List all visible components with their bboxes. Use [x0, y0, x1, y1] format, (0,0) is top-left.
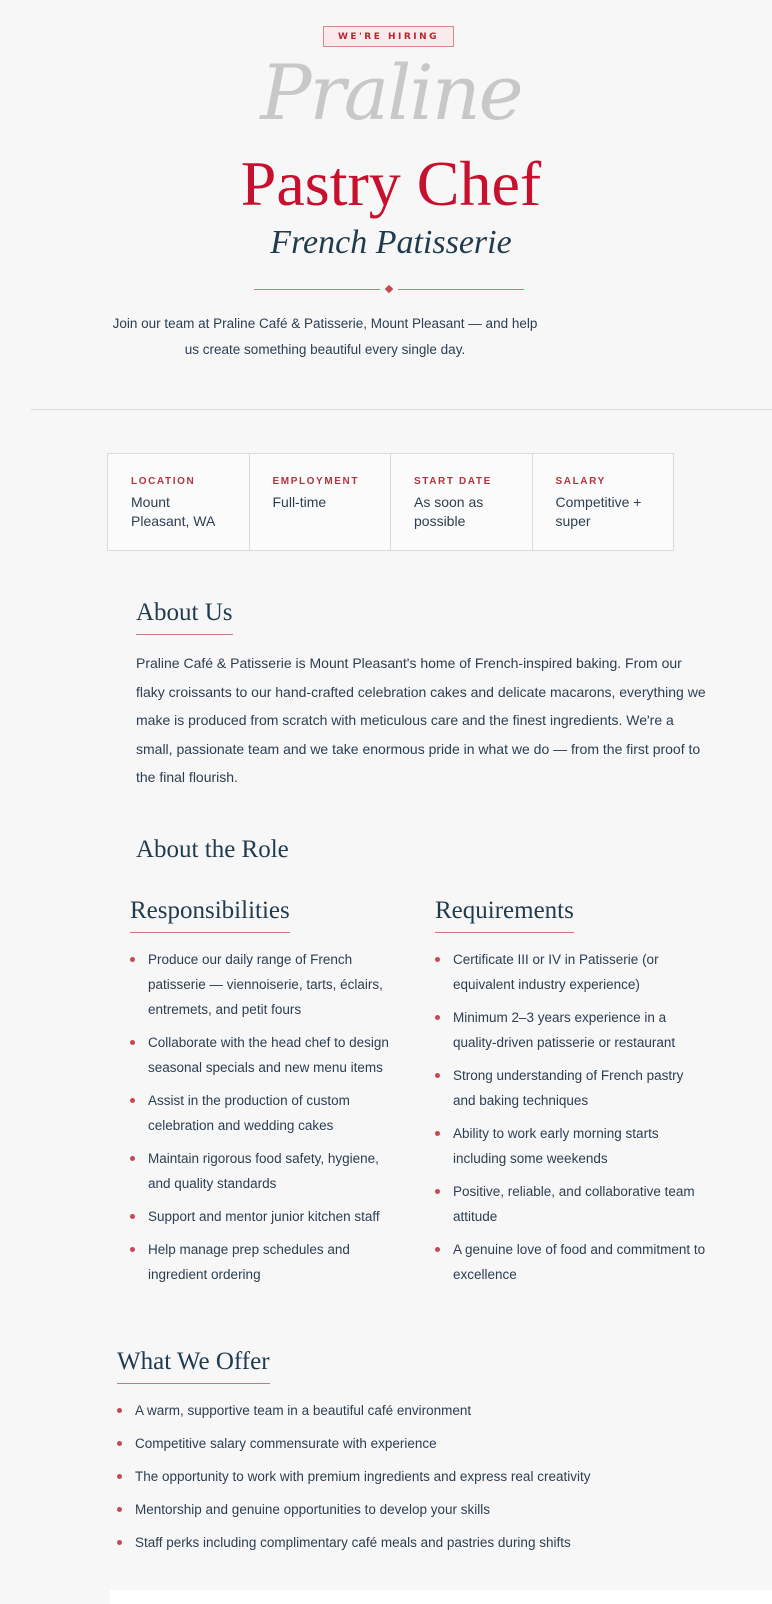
list-item: Staff perks including complimentary café meals and pastries during shifts [117, 1530, 737, 1555]
list-item: Support and mentor junior kitchen staff [130, 1204, 400, 1229]
ornament-diamond-icon [385, 285, 393, 293]
list-item: Strong understanding of French pastry and baking techniques [435, 1063, 707, 1113]
hiring-badge: WE'RE HIRING [323, 26, 454, 47]
responsibilities-list [130, 947, 400, 1287]
fact-label: LOCATION [131, 476, 196, 487]
fact-value: Mount Pleasant, WA [131, 494, 216, 529]
requirements-column [435, 898, 707, 1295]
list-item: A warm, supportive team in a beautiful café environment [117, 1398, 737, 1423]
fact-value: Full-time [272, 494, 327, 510]
requirements-list [435, 947, 707, 1287]
list-item: Produce our daily range of French patisserie — viennoiserie, tarts, éclairs, entremets, and petit fours [130, 947, 400, 1022]
page-subtitle: French Patisserie [270, 224, 512, 261]
fact-start-date [390, 454, 532, 550]
list-item: Minimum 2–3 years experience in a quality-driven patisserie or restaurant [435, 1005, 707, 1055]
responsibilities-heading: Responsibilities [130, 898, 290, 933]
brand-logo: Praline [260, 48, 522, 137]
list-item: Help manage prep schedules and ingredient ordering [130, 1237, 400, 1287]
list-item: Competitive salary commensurate with experience [117, 1431, 737, 1456]
page-title: Pastry Chef [240, 148, 542, 219]
fact-value: Competitive + super [555, 494, 642, 529]
fact-label: START DATE [414, 476, 492, 487]
fact-location [108, 454, 249, 550]
list-item: Positive, reliable, and collaborative team attitude [435, 1179, 707, 1229]
about-section [136, 600, 233, 635]
ornament-rule-right [398, 289, 524, 290]
offer-section [117, 1349, 737, 1563]
intro-text: Join our team at Praline Café & Patisserie, Mount Pleasant — and help us create something beautiful every single day. [112, 316, 538, 357]
list-item: A genuine love of food and commitment to excellence [435, 1237, 707, 1287]
list-item: Collaborate with the head chef to design seasonal specials and new menu items [130, 1030, 400, 1080]
role-heading: About the Role [136, 836, 289, 863]
offer-list [117, 1398, 737, 1555]
list-item: The opportunity to work with premium ingredients and express real creativity [117, 1464, 737, 1489]
list-item: Certificate III or IV in Patisserie (or equivalent industry experience) [435, 947, 707, 997]
ornament-rule-left [254, 289, 380, 290]
footer-panel [110, 1590, 772, 1604]
about-heading: About Us [136, 600, 233, 635]
list-item: Maintain rigorous food safety, hygiene, and quality standards [130, 1146, 400, 1196]
job-facts [107, 453, 674, 551]
requirements-heading: Requirements [435, 898, 574, 933]
section-divider [31, 409, 772, 410]
about-text: Praline Café & Patisserie is Mount Pleasant's home of French-inspired baking. From our flaky croissants to our hand-crafted celebration cakes and delicate macarons, everything we make is produced from scratch with meticulous care and the finest ingredients. We're a small, passionate team and we take enormous pride in what we do — from the first proof to the final flourish. [136, 655, 706, 785]
list-item: Ability to work early morning starts including some weekends [435, 1121, 707, 1171]
fact-label: EMPLOYMENT [272, 476, 360, 487]
list-item: Assist in the production of custom celebration and wedding cakes [130, 1088, 400, 1138]
fact-label: SALARY [555, 476, 606, 487]
responsibilities-column [130, 898, 400, 1295]
offer-heading: What We Offer [117, 1349, 270, 1384]
list-item: Mentorship and genuine opportunities to develop your skills [117, 1497, 737, 1522]
fact-value: As soon as possible [414, 494, 484, 529]
fact-salary [532, 454, 674, 550]
fact-employment [249, 454, 391, 550]
